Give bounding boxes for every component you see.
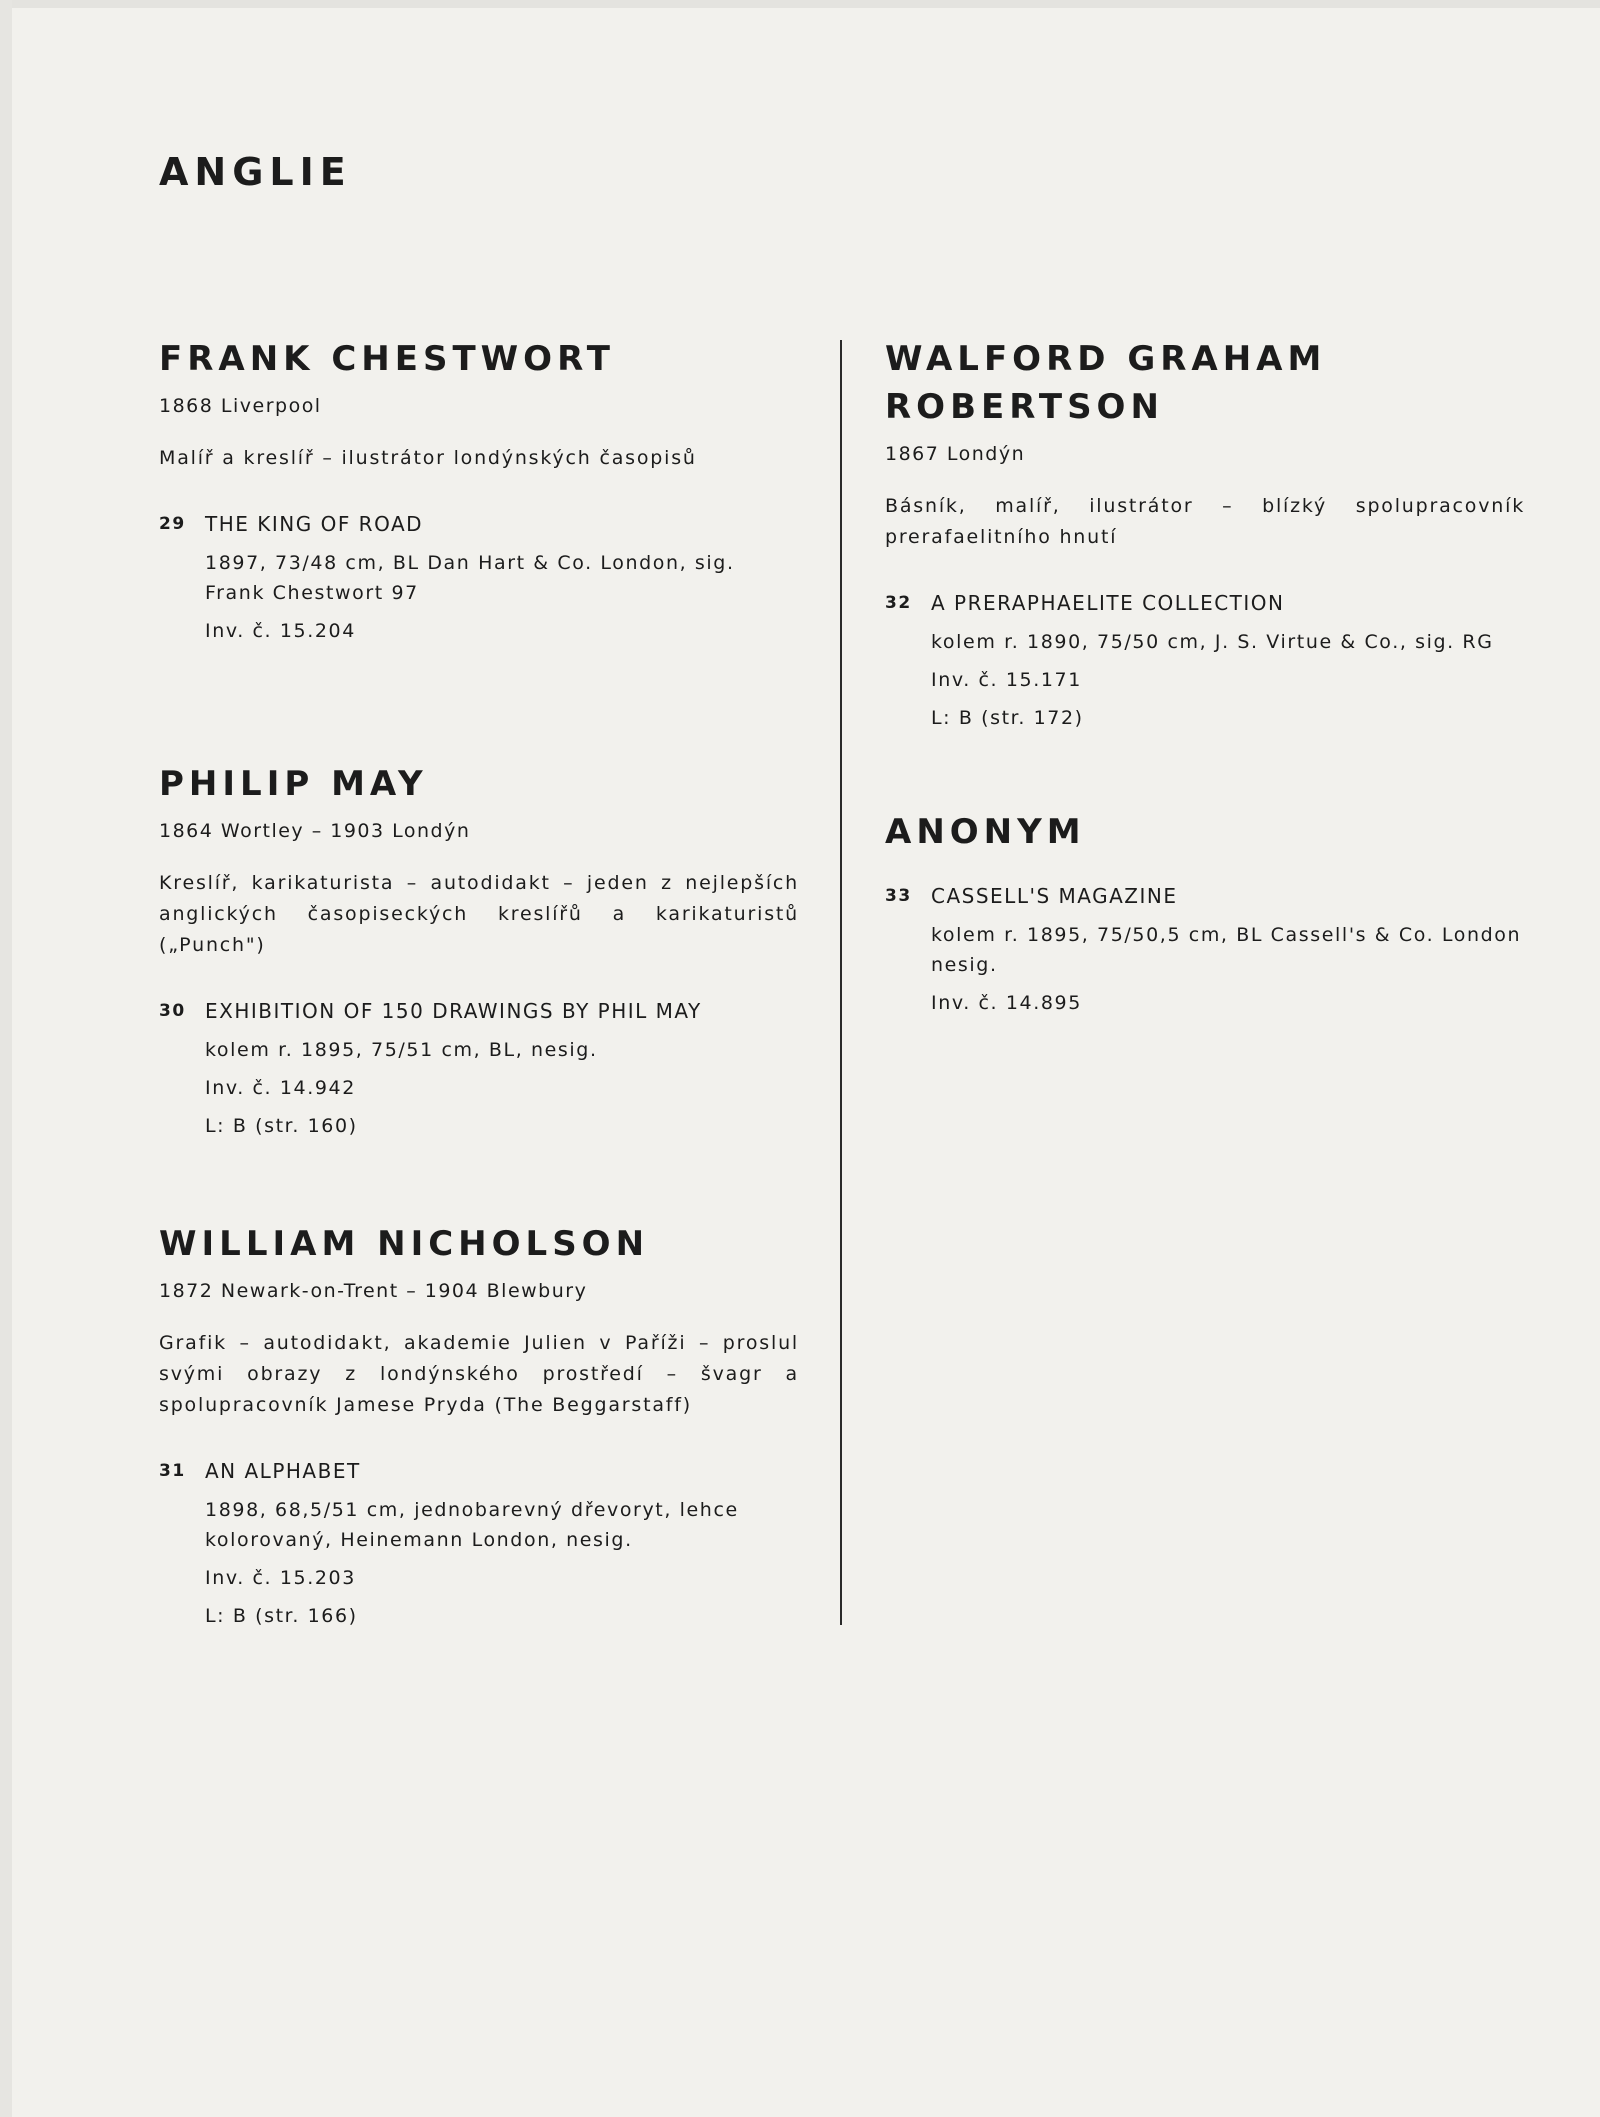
artist-dates: 1867 Londýn xyxy=(885,443,1026,465)
artist-name: FRANK CHESTWORT xyxy=(159,339,615,379)
work-description: kolem r. 1890, 75/50 cm, J. S. Virtue & Co., sig. RG xyxy=(931,631,1494,653)
inventory-number: Inv. č. 14.895 xyxy=(931,992,1082,1014)
artist-entry-nicholson xyxy=(159,1220,799,1639)
artist-name: ANONYM xyxy=(885,812,1086,852)
work-entry xyxy=(159,510,799,646)
artist-dates: 1864 Wortley – 1903 Londýn xyxy=(159,820,471,842)
work-title: AN ALPHABET xyxy=(205,1459,361,1483)
work-number: 33 xyxy=(885,886,912,906)
work-description: 1898, 68,5/51 cm, jednobarevný dřevoryt, lehce kolorovaný, Heinemann London, nesig. xyxy=(205,1499,739,1551)
artist-bio: Básník, malíř, ilustrátor – blízký spolupracovník prerafaelitního hnutí xyxy=(885,495,1525,548)
artist-name: WALFORD GRAHAM ROBERTSON xyxy=(885,339,1327,427)
artist-dates: 1872 Newark-on-Trent – 1904 Blewbury xyxy=(159,1280,588,1302)
work-number: 32 xyxy=(885,593,912,613)
work-title: THE KING OF ROAD xyxy=(205,512,424,536)
artist-entry-anonym xyxy=(885,808,1525,1026)
artist-bio: Grafik – autodidakt, akademie Julien v Paříži – proslul svými obrazy z londýnského prostředí – švagr a spolupracovník Jamese Pryda (The Beggarstaff) xyxy=(159,1332,799,1416)
work-description: 1897, 73/48 cm, BL Dan Hart & Co. London, sig. Frank Chestwort 97 xyxy=(205,552,735,604)
work-number: 30 xyxy=(159,1001,186,1021)
artist-dates: 1868 Liverpool xyxy=(159,395,322,417)
work-title: EXHIBITION OF 150 DRAWINGS BY PHIL MAY xyxy=(205,999,702,1023)
inventory-number: Inv. č. 15.171 xyxy=(931,669,1082,691)
work-entry xyxy=(159,997,799,1141)
page-top-edge xyxy=(0,0,1600,8)
page-left-edge xyxy=(0,0,12,2117)
work-entry xyxy=(885,882,1525,1018)
literature-reference: L: B (str. 166) xyxy=(205,1605,358,1627)
artist-entry-chestwort xyxy=(159,335,799,654)
work-title: A PRERAPHAELITE COLLECTION xyxy=(931,591,1285,615)
column-divider xyxy=(840,340,842,1625)
work-entry xyxy=(159,1457,799,1631)
artist-bio: Malíř a kreslíř – ilustrátor londýnských časopisů xyxy=(159,447,697,469)
literature-reference: L: B (str. 172) xyxy=(931,707,1084,729)
literature-reference: L: B (str. 160) xyxy=(205,1115,358,1137)
inventory-number: Inv. č. 15.203 xyxy=(205,1567,356,1589)
work-description: kolem r. 1895, 75/50,5 cm, BL Cassell's & Co. London nesig. xyxy=(931,924,1522,976)
work-number: 29 xyxy=(159,514,186,534)
artist-name: PHILIP MAY xyxy=(159,764,428,804)
work-title: CASSELL'S MAGAZINE xyxy=(931,884,1178,908)
artist-bio: Kreslíř, karikaturista – autodidakt – jeden z nejlepších anglických časopiseckých kreslířů a karikaturistů („Punch") xyxy=(159,872,799,956)
artist-name: WILLIAM NICHOLSON xyxy=(159,1224,650,1264)
artist-entry-may xyxy=(159,760,799,1149)
artist-entry-robertson xyxy=(885,335,1525,741)
work-entry xyxy=(885,589,1525,733)
work-description: kolem r. 1895, 75/51 cm, BL, nesig. xyxy=(205,1039,598,1061)
work-number: 31 xyxy=(159,1461,186,1481)
section-title: ANGLIE xyxy=(159,150,352,194)
inventory-number: Inv. č. 15.204 xyxy=(205,620,356,642)
inventory-number: Inv. č. 14.942 xyxy=(205,1077,356,1099)
